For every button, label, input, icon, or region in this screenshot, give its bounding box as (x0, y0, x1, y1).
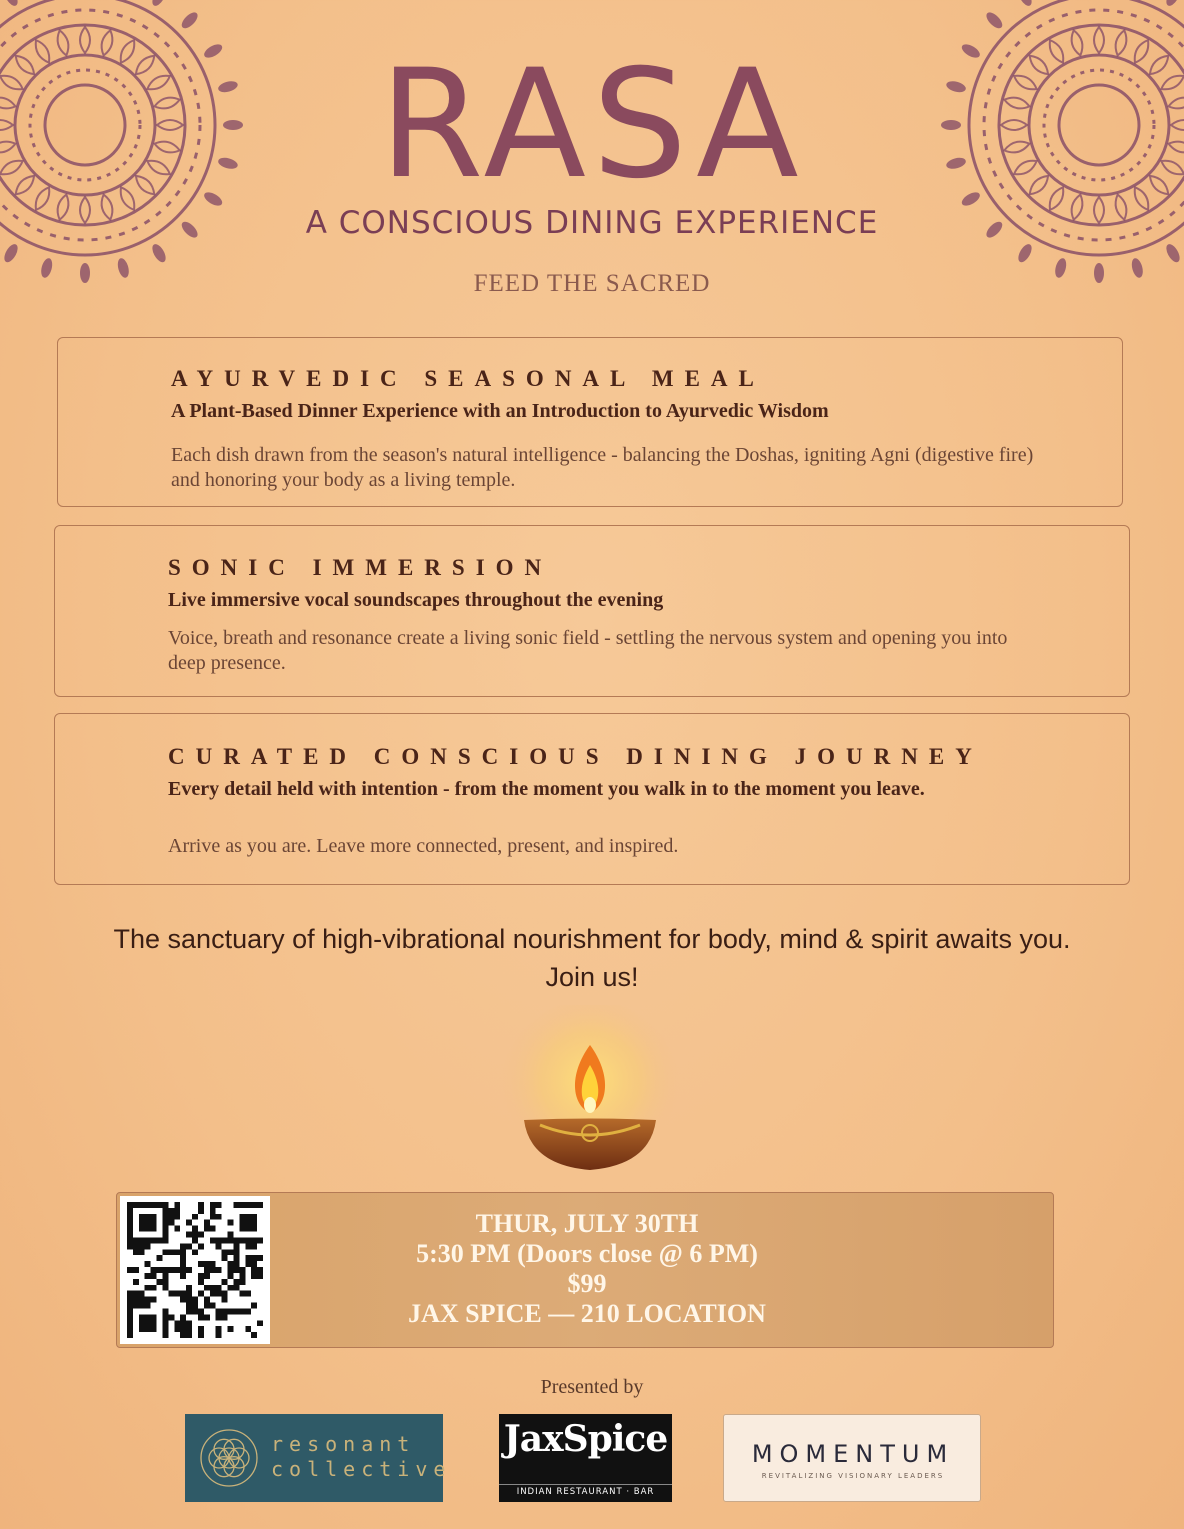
resonant-line-1: resonant (271, 1432, 416, 1456)
section-subheading: A Plant-Based Dinner Experience with an Introduction to Ayurvedic Wisdom (171, 400, 829, 422)
section-subheading: Live immersive vocal soundscapes throughout the evening (168, 589, 664, 611)
section-subheading: Every detail held with intention - from the moment you walk in to the moment you leave. (168, 778, 925, 800)
flower-of-life-icon (197, 1426, 261, 1490)
presented-by-label: Presented by (540, 1376, 644, 1398)
diya-lamp-icon (480, 1005, 700, 1185)
momentum-name: MOMENTUM (751, 1440, 955, 1468)
momentum-sub: REVITALIZING VISIONARY LEADERS (761, 1472, 945, 1480)
section-card-journey (54, 713, 1130, 885)
event-tagline: FEED THE SACRED (473, 270, 711, 297)
jax-spice-logo (499, 1414, 672, 1502)
jax-spice-name: JaxSpice (503, 1418, 668, 1460)
event-info (277, 1209, 897, 1329)
closing-message (0, 920, 1184, 996)
qr-code[interactable] (120, 1196, 270, 1344)
resonant-line-2: collective (271, 1457, 452, 1481)
event-title: RASA (379, 38, 805, 212)
event-subtitle: A CONSCIOUS DINING EXPERIENCE (305, 205, 879, 241)
closing-line-2: Join us! (545, 962, 639, 992)
section-card-meal (57, 337, 1123, 507)
event-date: THUR, JULY 30TH (475, 1209, 699, 1238)
section-card-sonic (54, 525, 1130, 697)
section-heading: CURATED CONSCIOUS DINING JOURNEY (168, 744, 983, 769)
event-location: JAX SPICE — 210 LOCATION (408, 1299, 766, 1328)
event-details-box (116, 1192, 1054, 1348)
event-time: 5:30 PM (Doors close @ 6 PM) (416, 1239, 758, 1268)
event-price: $99 (567, 1269, 607, 1298)
resonant-collective-logo (185, 1414, 452, 1502)
closing-line-1: The sanctuary of high-vibrational nourishment for body, mind & spirit awaits you. (113, 924, 1071, 954)
section-body: Arrive as you are. Leave more connected, present, and inspired. (168, 835, 679, 857)
section-heading: AYURVEDIC SEASONAL MEAL (171, 366, 765, 391)
section-body: Each dish drawn from the season's natural intelligence - balancing the Doshas, igniting Agni (digestive fire) and honoring your body as a living temple. (171, 444, 1034, 491)
momentum-logo (723, 1414, 981, 1502)
jax-spice-sub: INDIAN RESTAURANT · BAR (499, 1484, 672, 1497)
section-heading: SONIC IMMERSION (168, 555, 553, 580)
section-body: Voice, breath and resonance create a living sonic field - settling the nervous system and opening you into deep presence. (168, 627, 1008, 674)
